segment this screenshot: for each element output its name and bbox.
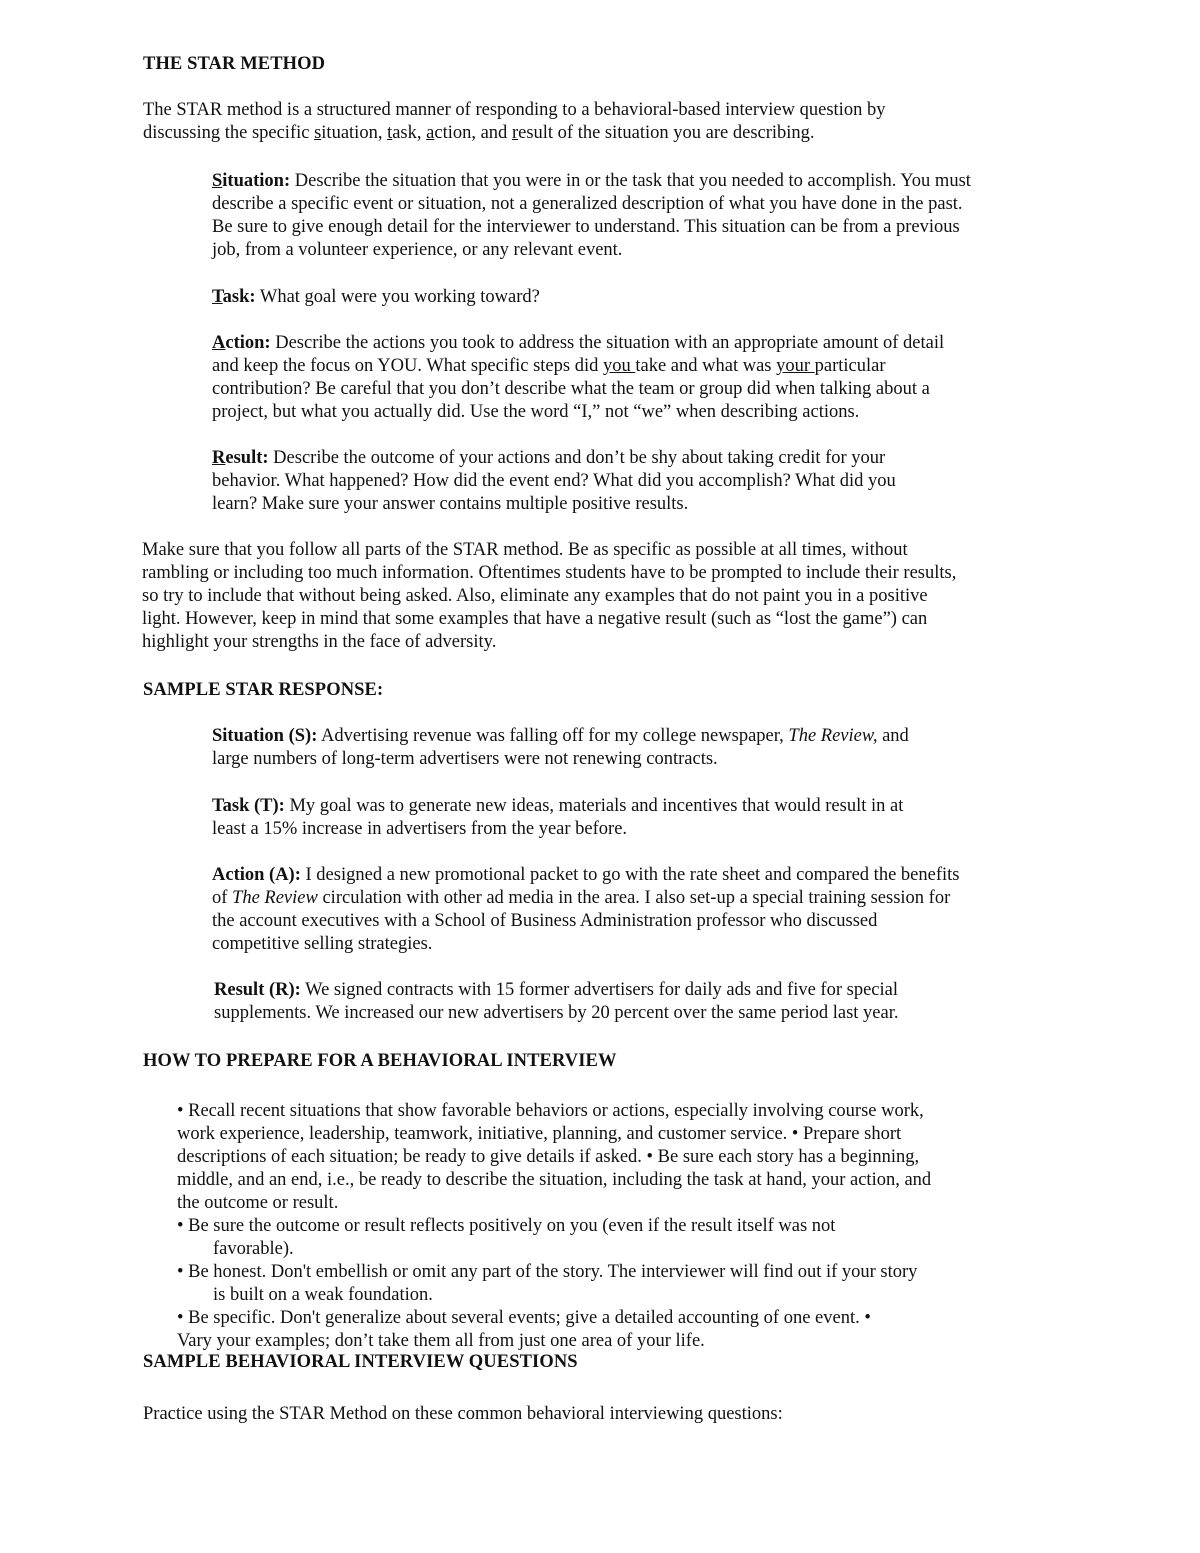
action-label: Action: bbox=[212, 333, 271, 353]
questions-heading: SAMPLE BEHAVIORAL INTERVIEW QUESTIONS bbox=[143, 1352, 578, 1372]
sample-situation-label: Situation (S): bbox=[212, 726, 318, 746]
situation-paragraph: Situation: Describe the situation that you were in or the task that you needed to accomplish. You must describe a specific event or situation, not a generalized description of what you have done in the past. Be sure to give enough detail for the interviewer to understand. This situation can be from a previous job, from a volunteer experience, or any relevant event. bbox=[212, 171, 971, 260]
sample-result: Result (R): We signed contracts with 15 former advertisers for daily ads and five for special supplements. We increased our new advertisers by 20 percent over the same period last year. bbox=[214, 980, 899, 1023]
situation-label: Situation: bbox=[212, 171, 291, 191]
sample-action: Action (A): I designed a new promotional packet to go with the rate sheet and compared the benefits of The Review circulation with other ad media in the area. I also set-up a special training session for the account executives with a School of Business Administration professor who discussed competitive selling strategies. bbox=[212, 865, 960, 954]
intro-line: discussing the specific situation, task, action, and result of the situation you are describing. bbox=[143, 123, 815, 143]
intro-paragraph bbox=[143, 99, 885, 145]
list-item: • Be sure the outcome or result reflects positively on you (even if the result itself was not bbox=[177, 1216, 836, 1236]
questions-intro: Practice using the STAR Method on these common behavioral interviewing questions: bbox=[143, 1404, 783, 1424]
list-item: • Recall recent situations that show favorable behaviors or actions, especially involving course work, bbox=[177, 1101, 924, 1121]
sample-task: Task (T): My goal was to generate new ideas, materials and incentives that would result in at least a 15% increase in advertisers from the year before. bbox=[212, 796, 904, 839]
result-label: Result: bbox=[212, 448, 269, 468]
action-paragraph: Action: Describe the actions you took to address the situation with an appropriate amount of detail and keep the focus on YOU. What specific steps did you take and what was your particular contribution? Be careful that you don’t describe what the team or group did when talking about a project, but what you actually did. Use the word “I,” not “we” when describing actions. bbox=[212, 333, 945, 422]
summary-paragraph: Make sure that you follow all parts of the STAR method. Be as specific as possible at all times, without rambling or including too much information. Oftentimes students have to be prompted to include their results, so try to include that without being asked. Also, eliminate any examples that do not paint you in a positive light. However, keep in mind that some examples that have a negative result (such as “lost the game”) can highlight your strengths in the face of adversity. bbox=[142, 540, 957, 652]
sample-heading: SAMPLE STAR RESPONSE: bbox=[143, 680, 384, 700]
prepare-heading: HOW TO PREPARE FOR A BEHAVIORAL INTERVIEW bbox=[143, 1051, 617, 1071]
prepare-list: • Recall recent situations that show favorable behaviors or actions, especially involving course work, work experience, leadership, teamwork, initiative, planning, and customer service. • Prepare short descriptions of each situation; be ready to give details if asked. • Be sure each story has a beginning, middle, and an end, i.e., be ready to describe the situation, including the task at hand, your action, and the outcome or result. • Be sure the outcome or result reflects positively on you (even if the result itself was not favorable). • Be honest. Don't embellish or omit any part of the story. The interviewer will find out if your story is built on a weak foundation. • Be specific. Don't generalize about several events; give a detailed accounting of one event. • Vary your examples; don’t take them all from just one area of your life. bbox=[177, 1101, 932, 1351]
task-paragraph: Task: What goal were you working toward? bbox=[212, 287, 540, 307]
list-item: • Be specific. Don't generalize about several events; give a detailed accounting of one event. • bbox=[177, 1308, 871, 1328]
sample-action-label: Action (A): bbox=[212, 865, 301, 885]
sample-task-label: Task (T): bbox=[212, 796, 285, 816]
intro-line: The STAR method is a structured manner of responding to a behavioral-based interview question by bbox=[143, 100, 886, 120]
title-heading: THE STAR METHOD bbox=[143, 54, 326, 74]
result-paragraph: Result: Describe the outcome of your actions and don’t be shy about taking credit for your behavior. What happened? How did the event end? What did you accomplish? What did you learn? Make sure your answer contains multiple positive results. bbox=[212, 448, 896, 514]
sample-situation: Situation (S): Advertising revenue was falling off for my college newspaper, The Review, and large numbers of long-term advertisers were not renewing contracts. bbox=[212, 726, 909, 769]
task-label: Task: bbox=[212, 287, 256, 307]
sample-result-label: Result (R): bbox=[214, 980, 301, 1000]
list-item: • Be honest. Don't embellish or omit any part of the story. The interviewer will find out if your story bbox=[177, 1262, 918, 1282]
